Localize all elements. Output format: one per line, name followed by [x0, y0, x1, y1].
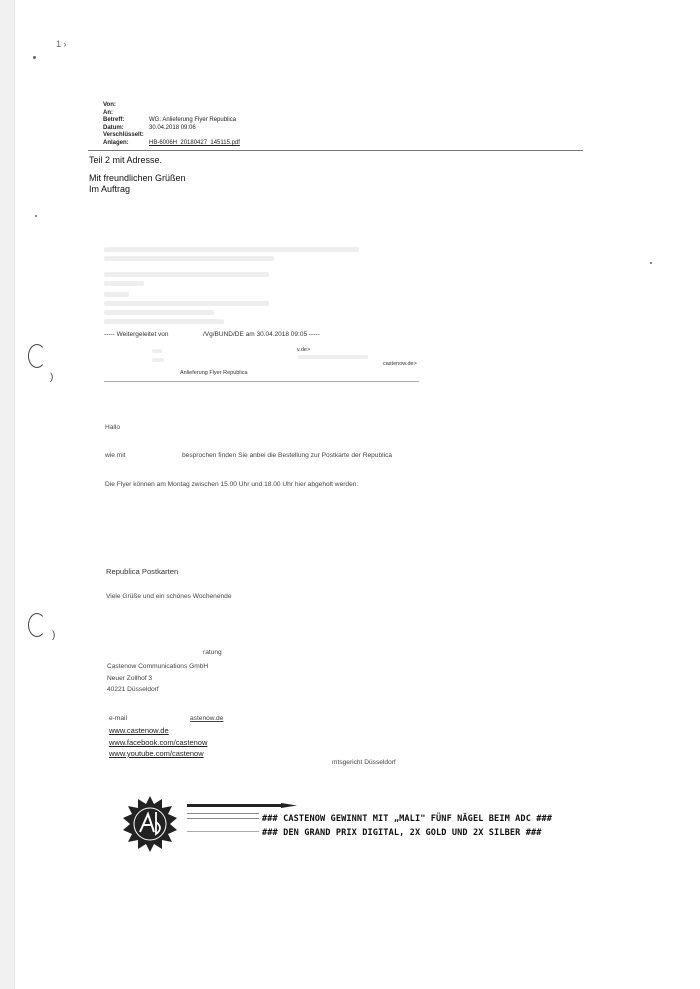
- nail-icon: [187, 802, 297, 810]
- forward-cc: castenow.de>: [383, 361, 417, 367]
- scan-artifact: 1 ›: [56, 39, 67, 49]
- intro-text: [89, 155, 186, 195]
- faded-text: [104, 301, 269, 306]
- promo-line-2: ### DEN GRAND PRIX DIGITAL, 2X GOLD UND 2X SILBER ###: [262, 828, 542, 838]
- attachment-link[interactable]: HB-6006H_20180427_145115.pdf: [149, 139, 240, 146]
- header-row-subject: Betreff: WG: Anlieferung Flyer Republica: [103, 117, 237, 124]
- faded-text: [104, 281, 144, 286]
- message-line-end: besprochen finden Sie anbei die Bestellung zur Postkarte der Republica: [182, 452, 393, 459]
- punch-hole-top: [28, 344, 46, 368]
- signature-company: Castenow Communications GmbH: [107, 663, 209, 670]
- signature-court: mtsgericht Düsseldorf: [332, 759, 396, 766]
- banner-rule: [187, 813, 259, 814]
- header-row-encrypted: Verschlüsselt:: [103, 132, 144, 139]
- message-republica: Republica Postkarten: [106, 567, 179, 576]
- promo-line-1: ### CASTENOW GEWINNT MIT „MALI" FÜNF NÄGEL BEIM ADC ###: [262, 814, 553, 824]
- scan-artifact: ): [50, 372, 54, 383]
- message-pickup: Die Flyer können am Montag zwischen 15.00 Uhr und 18.00 Uhr hier abgeholt werden:: [105, 481, 359, 488]
- signature-street: Neuer Zollhof 3: [107, 674, 153, 682]
- signature-email-link[interactable]: astenow.de: [190, 715, 224, 722]
- scan-artifact: ): [52, 630, 56, 641]
- faded-text: [104, 292, 129, 297]
- faded-text: [104, 319, 224, 324]
- scan-speck: [33, 56, 36, 59]
- forward-to: v.de>: [297, 347, 311, 353]
- website-link[interactable]: www.castenow.de: [109, 726, 169, 735]
- faded-text: [298, 355, 368, 359]
- intro-line: Teil 2 mit Adresse.: [89, 155, 163, 165]
- intro-greeting: Mit freundlichen Grüßen: [89, 173, 186, 183]
- signature-city: 40221 Düsseldorf: [107, 686, 159, 693]
- banner-rule: [187, 831, 259, 832]
- message-closing: Viele Grüße und ein schönes Wochenende: [106, 593, 232, 600]
- faded-text: [152, 358, 164, 362]
- faded-text: [104, 247, 359, 252]
- faded-text: [104, 310, 214, 315]
- facebook-link[interactable]: www.facebook.com/castenow: [109, 737, 208, 747]
- faded-text: [104, 272, 269, 277]
- promo-banner: [122, 796, 553, 856]
- scan-speck: [35, 215, 37, 217]
- forward-prefix: ----- Weitergeleitet von: [104, 331, 169, 338]
- signature-email-label: e-mail: [109, 715, 127, 722]
- scan-speck: [650, 262, 652, 264]
- adc-nail-logo-icon: [122, 796, 178, 852]
- header-row-to: An:: [103, 109, 113, 116]
- forward-divider: [104, 381, 419, 382]
- header-divider: [88, 150, 583, 151]
- intro-order: Im Auftrag: [89, 184, 131, 194]
- faded-text: [104, 256, 274, 261]
- forward-subject: Anlieferung Flyer Republica: [180, 370, 248, 376]
- header-row-attachments: Anlagen: HB-6006H_20180427_145115.pdf: [103, 139, 240, 146]
- message-line-start: wie mit: [105, 452, 126, 459]
- header-row-from: Von:: [103, 102, 116, 108]
- forward-suffix: /Vg/BUND/DE am 30.04.2018 09:05 -----: [203, 331, 320, 338]
- punch-hole-bottom: [28, 613, 46, 637]
- scan-edge: [0, 0, 15, 989]
- youtube-link[interactable]: www.youtube.com/castenow: [109, 749, 204, 758]
- message-greeting: Hallo: [105, 424, 121, 431]
- signature-role: ratung: [203, 649, 222, 656]
- email-header: [103, 102, 240, 148]
- signature-address: [107, 661, 208, 696]
- header-row-date: Datum: 30.04.2018 09:06: [103, 124, 196, 131]
- banner-rule: [187, 818, 259, 819]
- signature-links: [109, 725, 207, 760]
- faded-text: [152, 349, 162, 353]
